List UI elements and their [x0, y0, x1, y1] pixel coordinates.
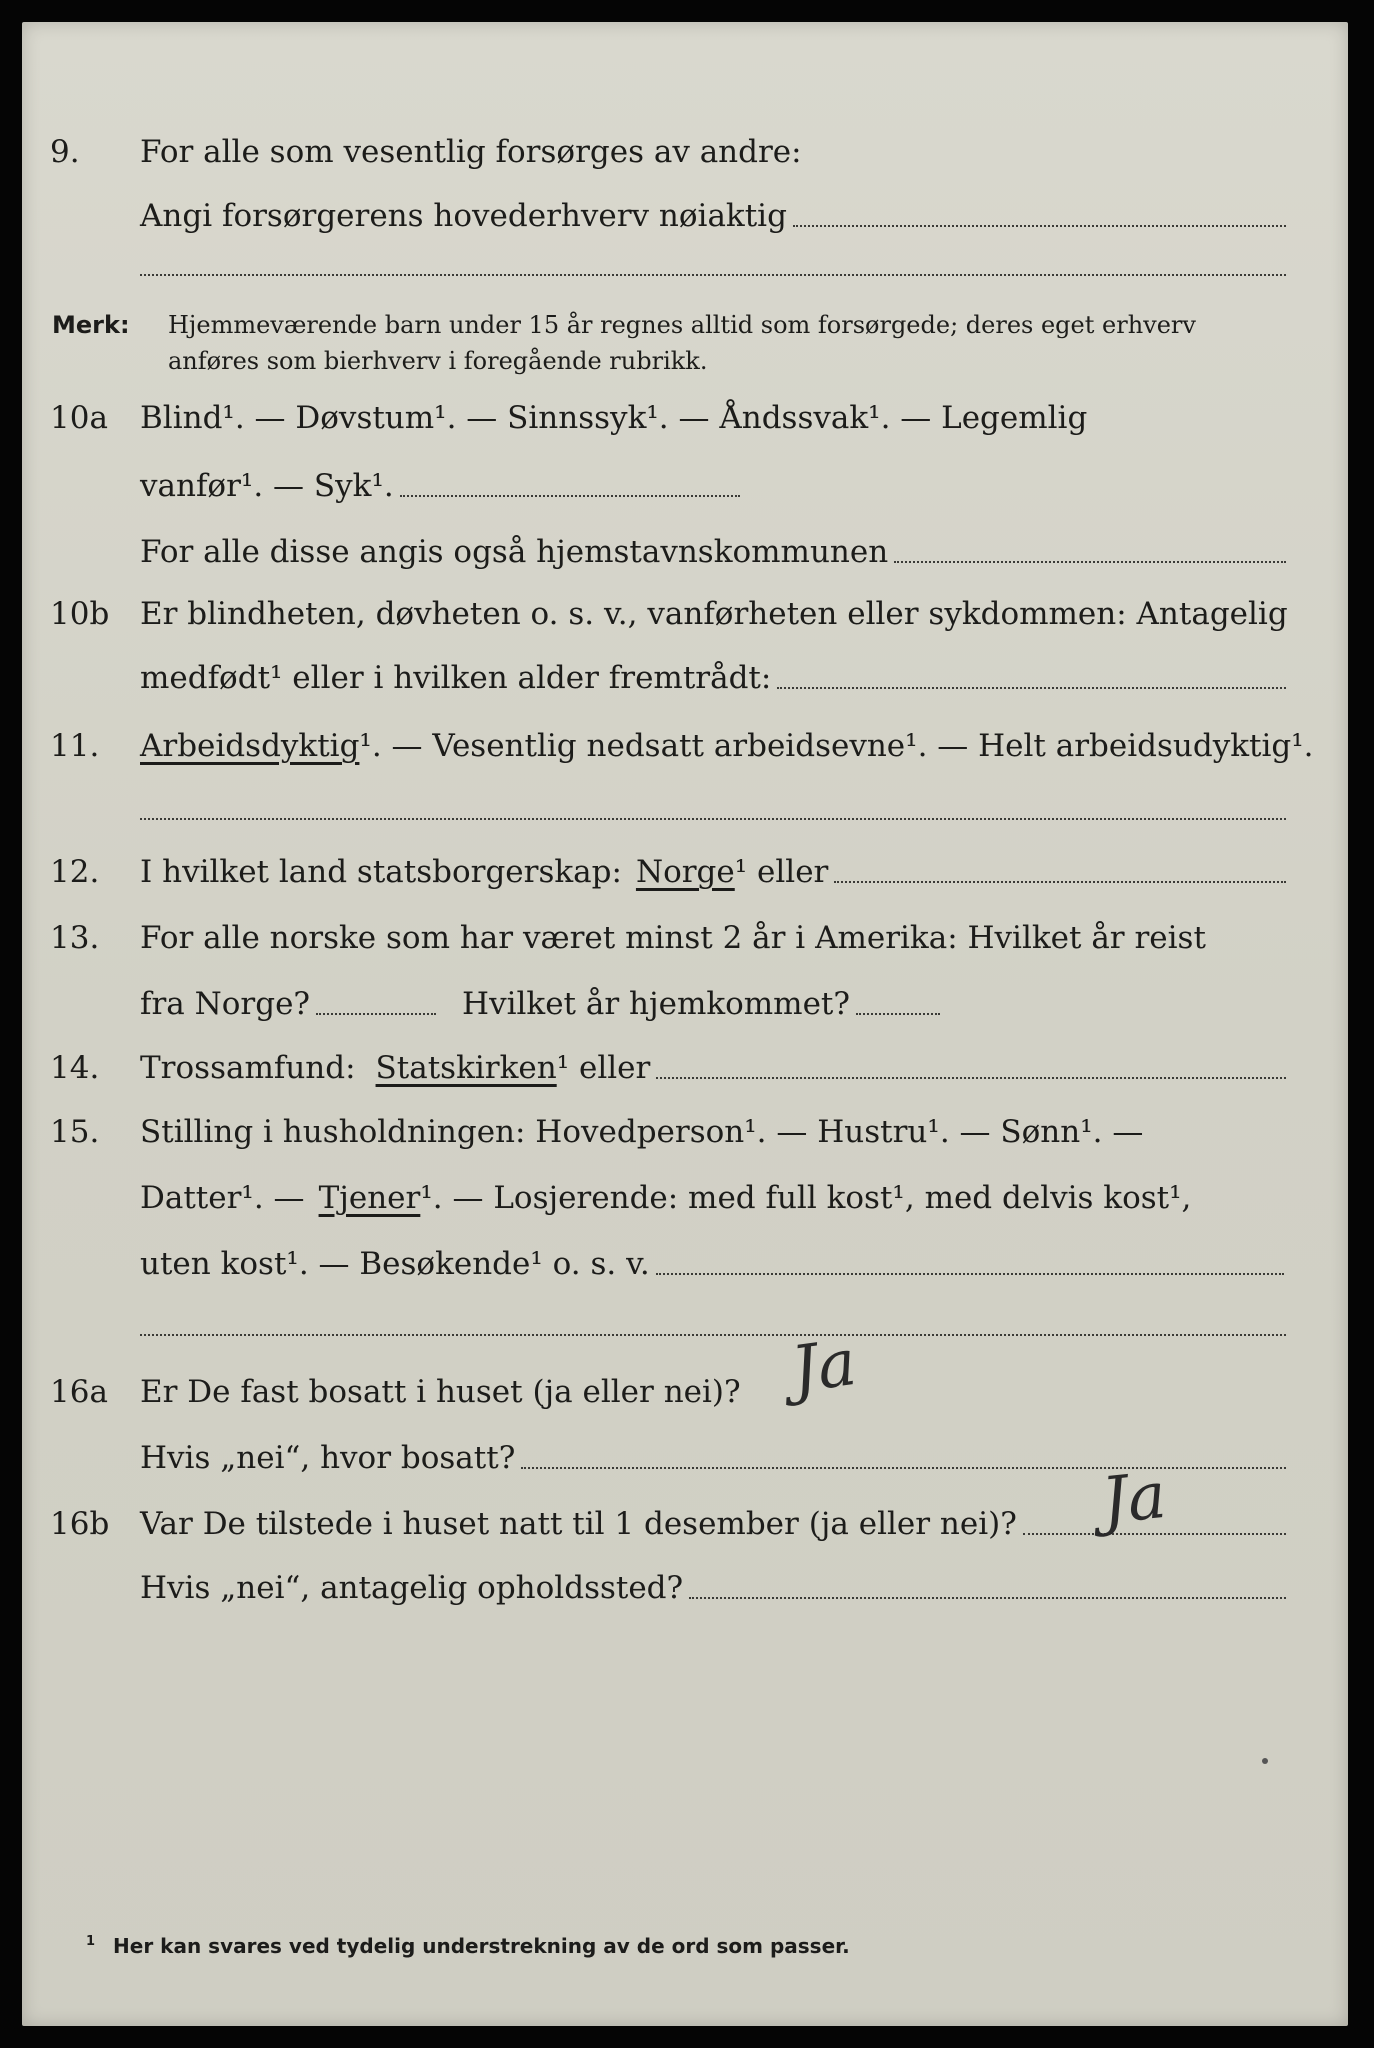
q16a-handwritten-answer[interactable]: Ja — [787, 1325, 861, 1409]
q12-pre: I hvilket land statsborgerskap: — [140, 854, 622, 890]
item-number-14: 14. — [50, 1050, 100, 1086]
q16a-line2: Hvis „nei“, hvor bosatt? — [140, 1440, 516, 1476]
q16b-line1: Var De tilstede i huset natt til 1 desember (ja eller nei)? — [140, 1506, 1017, 1542]
q16a-where-field[interactable] — [521, 1467, 1286, 1469]
q11-rest: ¹. — Vesentlig nedsatt arbeidsevne¹. — Helt arbeidsudyktig¹. — [359, 728, 1314, 764]
item-number-16b: 16b — [50, 1506, 110, 1542]
merk-label: Merk: — [52, 311, 130, 339]
q16b-line2: Hvis „nei“, antagelig opholdssted? — [140, 1570, 684, 1606]
q12-post: ¹ eller — [734, 854, 829, 890]
q15-extra-line[interactable] — [140, 1334, 1286, 1336]
item-number-16a: 16a — [50, 1374, 108, 1410]
q11-arbeidsdyktig-underlined[interactable]: Arbeidsdyktig — [140, 728, 360, 764]
paper-speck — [1262, 1758, 1268, 1764]
q14-statskirken-underlined[interactable]: Statskirken — [375, 1050, 557, 1086]
q15-other-field[interactable] — [656, 1273, 1284, 1275]
item-number-9: 9. — [50, 134, 80, 170]
q13-line2a: fra Norge? — [140, 986, 311, 1022]
footnote — [86, 1934, 850, 1958]
q14-pre: Trossamfund: — [140, 1050, 356, 1086]
item-number-12: 12. — [50, 854, 100, 890]
q10a-line1: Blind¹. — Døvstum¹. — Sinnssyk¹. — Åndssvak¹. — Legemlig — [140, 400, 1088, 436]
census-form-page — [22, 22, 1348, 2026]
item-number-13: 13. — [50, 920, 100, 956]
q13-line2b: Hvilket år hjemkommet? — [462, 986, 851, 1022]
q15-tjener-underlined[interactable]: Tjener — [318, 1180, 421, 1216]
q15-line2a: Datter¹. — — [140, 1180, 305, 1216]
q13-year-left-field[interactable] — [316, 1013, 436, 1015]
item-number-15: 15. — [50, 1114, 100, 1150]
q9-extra-line[interactable] — [140, 274, 1286, 276]
q16a-line1: Er De fast bosatt i huset (ja eller nei)? — [140, 1374, 741, 1410]
q9-answer-field[interactable] — [793, 225, 1286, 227]
footnote-text: Her kan svares ved tydelig understrekning av de ord som passer. — [113, 1934, 850, 1958]
q10b-line1: Er blindheten, døvheten o. s. v., vanførheten eller sykdommen: Antagelig — [140, 596, 1288, 632]
q11-extra-line[interactable] — [140, 818, 1286, 820]
footnote-mark: 1 — [86, 1934, 96, 1950]
q9-line2: Angi forsørgerens hovederhverv nøiaktig — [140, 198, 787, 234]
q16b-where-field[interactable] — [689, 1597, 1286, 1599]
q12-norge-underlined[interactable]: Norge — [635, 854, 735, 890]
q12-other-country-field[interactable] — [834, 881, 1286, 883]
q13-year-returned-field[interactable] — [856, 1013, 940, 1015]
q10a-hjemstavn-field[interactable] — [894, 561, 1286, 563]
q15-line1: Stilling i husholdningen: Hovedperson¹. — Hustru¹. — Sønn¹. — — [140, 1114, 1144, 1150]
q9-line1: For alle som vesentlig forsørges av andre: — [140, 134, 802, 170]
q15-line3: uten kost¹. — Besøkende¹ o. s. v. — [140, 1246, 650, 1282]
item-number-11: 11. — [50, 728, 100, 764]
q15-line2b: ¹. — Losjerende: med full kost¹, med delvis kost¹, — [420, 1180, 1192, 1216]
q10a-line2: vanfør¹. — Syk¹. — [140, 468, 394, 504]
q10a-line3: For alle disse angis også hjemstavnskommunen — [140, 534, 889, 570]
item-number-10a: 10a — [50, 400, 108, 436]
merk-text-1: Hjemmeværende barn under 15 år regnes alltid som forsørgede; deres eget erhverv — [168, 311, 1196, 339]
q10b-line2: medfødt¹ eller i hvilken alder fremtrådt: — [140, 660, 772, 696]
q13-line1: For alle norske som har været minst 2 år i Amerika: Hvilket år reist — [140, 920, 1206, 956]
merk-text-2: anføres som bierhverv i foregående rubrikk. — [168, 347, 708, 375]
q10a-syk-field[interactable] — [400, 495, 740, 497]
item-number-10b: 10b — [50, 596, 110, 632]
q10b-answer-field[interactable] — [777, 687, 1286, 689]
q16b-handwritten-answer[interactable]: Ja — [1098, 1458, 1170, 1540]
q14-other-field[interactable] — [656, 1077, 1286, 1079]
q14-post: ¹ eller — [556, 1050, 651, 1086]
